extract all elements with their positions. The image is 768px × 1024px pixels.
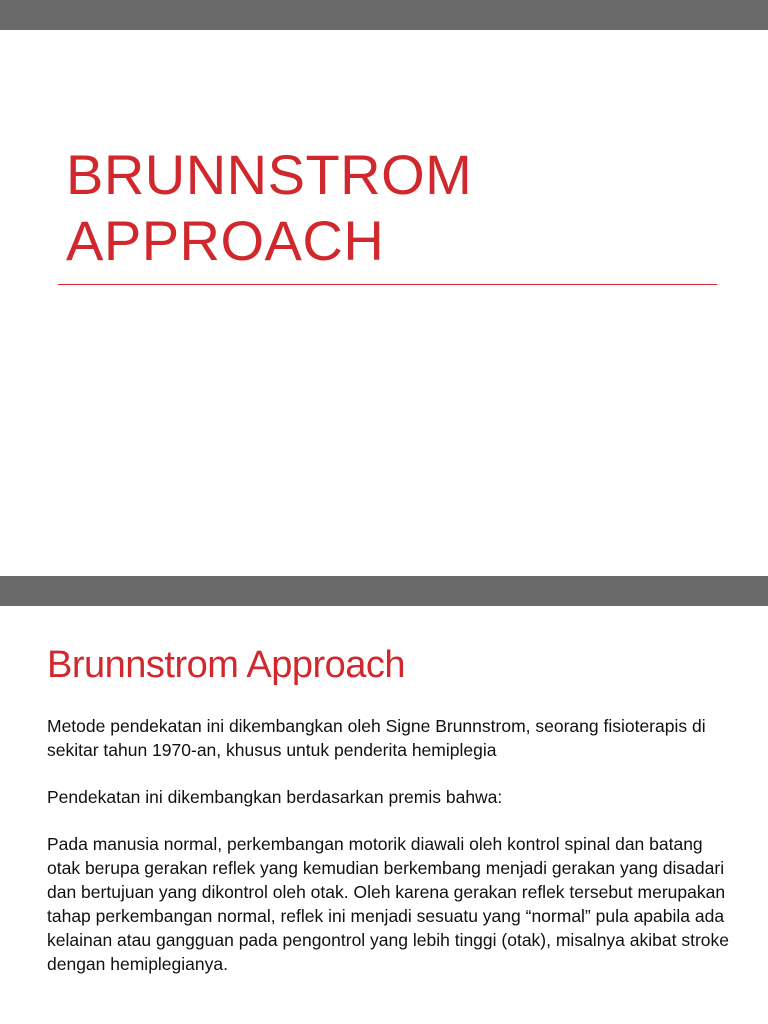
body-paragraph: Metode pendekatan ini dikembangkan oleh Signe Brunnstrom, seorang fisioterapis di sekitar tahun 1970-an, khusus untuk penderita hemiplegia [47, 716, 706, 760]
page-separator [0, 576, 768, 606]
slide-body [47, 714, 737, 999]
presentation-title [66, 142, 472, 274]
body-paragraph: Pendekatan ini dikembangkan berdasarkan premis bahwa: [47, 787, 503, 807]
slide-heading: Brunnstrom Approach [47, 644, 406, 686]
page-separator [0, 0, 768, 30]
body-paragraph: Pada manusia normal, perkembangan motorik diawali oleh kontrol spinal dan batang otak berupa gerakan reflek yang kemudian berkembang menjadi gerakan yang disadari dan bertujuan yang dikontrol oleh otak. Oleh karena gerakan reflek tersebut merupakan tahap perkembangan normal, reflek ini menjadi sesuatu yang “normal” pula apabila ada kelainan atau gangguan pada pengontrol yang lebih tinggi (otak), misalnya akibat stroke dengan hemiplegianya. [47, 834, 729, 974]
slide-content-page [0, 606, 768, 1024]
title-underline [58, 284, 717, 285]
title-line-1: BRUNNSTROM [66, 143, 473, 206]
slide-title-page [0, 30, 768, 576]
title-line-2: APPROACH [66, 209, 385, 272]
